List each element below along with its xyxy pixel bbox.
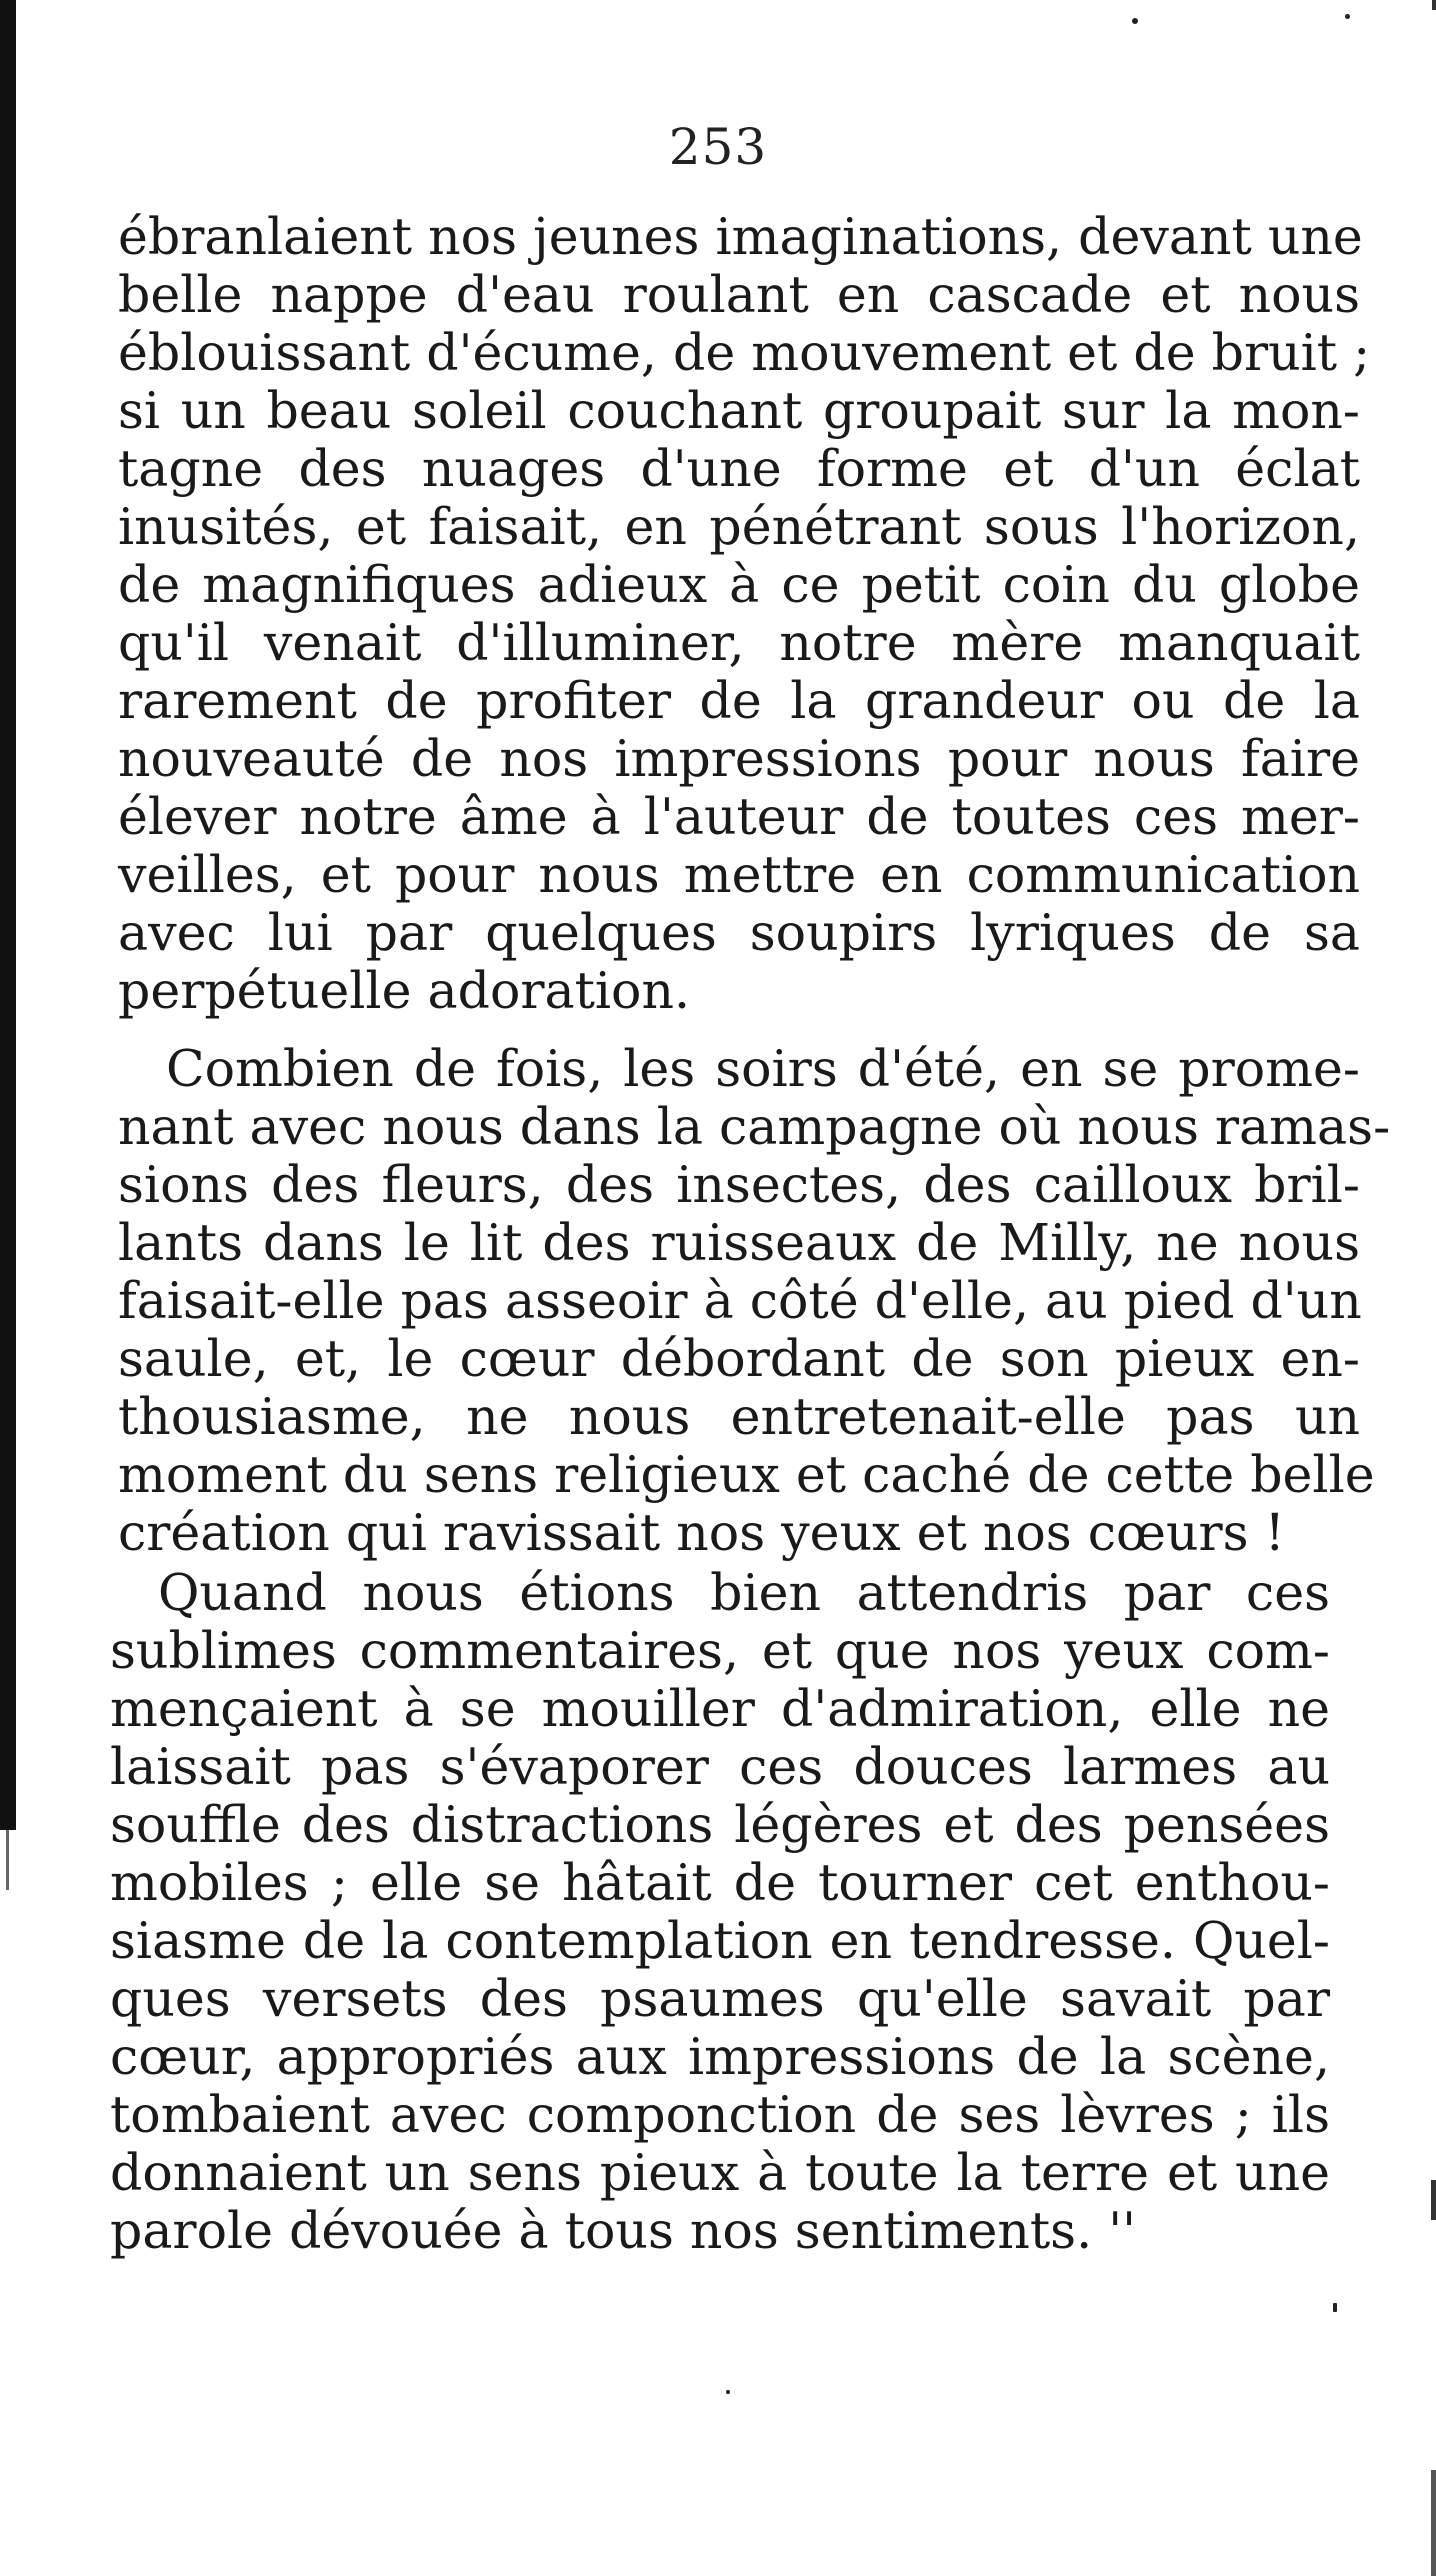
text-line: avec lui par quelques soupirs lyriques de sa [118, 903, 1360, 962]
text-line: thousiasme, ne nous entretenait-elle pas un [118, 1387, 1360, 1446]
scan-left-edge [0, 0, 16, 1830]
text-line: faisait-elle pas asseoir à côté d'elle, au pied d'un [118, 1271, 1362, 1330]
text-line: rarement de profiter de la grandeur ou de la [118, 671, 1360, 730]
scan-speck [1333, 2303, 1337, 2312]
text-line: perpétuelle adoration. [118, 961, 691, 1020]
text-line: lants dans le lit des ruisseaux de Milly, ne nous [118, 1213, 1360, 1272]
scan-right-edge-mark [1432, 0, 1436, 10]
text-line: Combien de fois, les soirs d'été, en se prome- [166, 1039, 1360, 1098]
scan-speck [1132, 18, 1138, 24]
text-line: nouveauté de nos impressions pour nous faire [118, 729, 1360, 788]
text-line: sublimes commentaires, et que nos yeux com- [110, 1621, 1330, 1680]
scan-right-edge-mark [1431, 2470, 1436, 2576]
text-line: qu'il venait d'illuminer, notre mère manquait [118, 613, 1360, 672]
paragraph-1 [118, 207, 1371, 1020]
text-line: souffle des distractions légères et des pensées [110, 1795, 1330, 1854]
text-line: Quand nous étions bien attendris par ces [158, 1563, 1330, 1622]
paragraph-2 [118, 1039, 1391, 1562]
text-line: saule, et, le cœur débordant de son pieux en- [118, 1329, 1360, 1388]
paragraph-3 [110, 1564, 1330, 2260]
page-number: 253 [668, 118, 768, 176]
text-line: veilles, et pour nous mettre en communication [118, 845, 1360, 904]
text-line: ébranlaient nos jeunes imaginations, devant une [118, 207, 1363, 266]
text-line: belle nappe d'eau roulant en cascade et nous [118, 265, 1360, 324]
text-line: parole dévouée à tous nos sentiments. '' [110, 2201, 1136, 2260]
text-line: cœur, appropriés aux impressions de la scène, [110, 2027, 1330, 2086]
text-line: inusités, et faisait, en pénétrant sous l'horizon, [118, 497, 1360, 556]
text-line: tombaient avec componction de ses lèvres ; ils [110, 2085, 1330, 2144]
text-line: donnaient un sens pieux à toute la terre et une [110, 2143, 1330, 2202]
text-line: tagne des nuages d'une forme et d'un éclat [118, 439, 1360, 498]
text-line: mobiles ; elle se hâtait de tourner cet enthou- [110, 1853, 1330, 1912]
text-line: nant avec nous dans la campagne où nous ramas- [118, 1097, 1391, 1156]
text-line: moment du sens religieux et caché de cette belle [118, 1445, 1375, 1504]
text-line: de magnifiques adieux à ce petit coin du globe [118, 555, 1360, 614]
text-line: siasme de la contemplation en tendresse. Quel- [110, 1911, 1330, 1970]
text-line: création qui ravissait nos yeux et nos cœurs ! [118, 1503, 1285, 1562]
text-line: élever notre âme à l'auteur de toutes ces mer- [118, 787, 1360, 846]
text-line: sions des fleurs, des insectes, des cailloux bril- [118, 1155, 1360, 1214]
scan-speck [726, 2390, 730, 2394]
text-line: laissait pas s'évaporer ces douces larmes au [110, 1737, 1330, 1796]
scan-speck [1345, 14, 1350, 19]
text-line: si un beau soleil couchant groupait sur la mon- [118, 381, 1360, 440]
text-line: mençaient à se mouiller d'admiration, elle ne [110, 1679, 1330, 1738]
scan-left-edge-mark [6, 1830, 9, 1890]
scan-right-edge-mark [1431, 2180, 1436, 2220]
text-line: éblouissant d'écume, de mouvement et de bruit ; [118, 323, 1371, 382]
text-line: ques versets des psaumes qu'elle savait par [110, 1969, 1330, 2028]
